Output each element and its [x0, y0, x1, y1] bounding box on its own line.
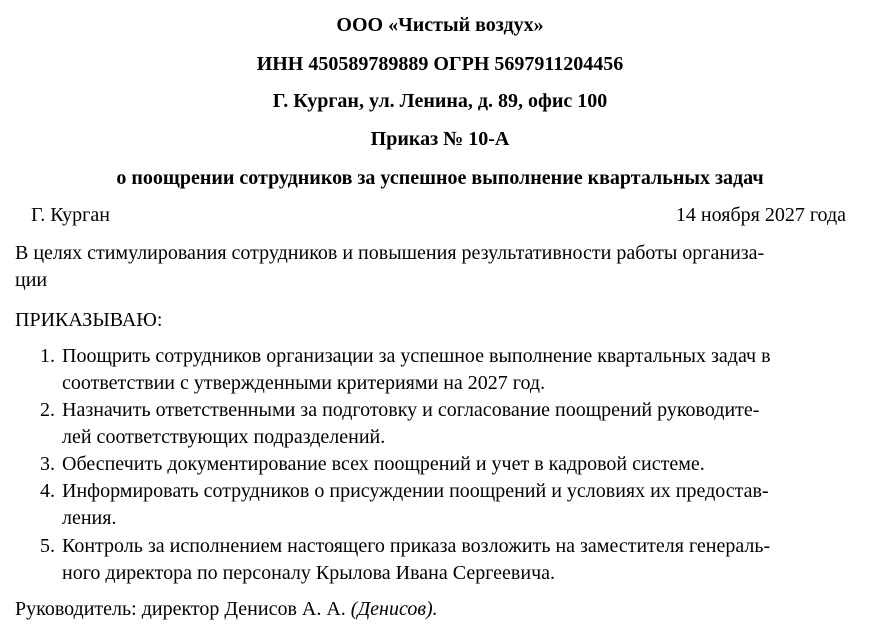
organization-requisites: ИНН 450589789889 ОГРН 5697911204456 [256, 53, 624, 75]
list-item-text: Контроль за исполнением настоящего приказа возложить на заместителя генераль- [62, 535, 771, 557]
preamble-line: В целях стимулирования сотрудников и повышения результативности работы организа- [15, 242, 765, 264]
preamble-line: ции [15, 269, 48, 291]
preamble-paragraph [15, 240, 863, 294]
list-item-number: 4. [40, 480, 55, 502]
order-place: Г. Курган [31, 204, 110, 226]
list-item-text: Назначить ответственными за подготовку и согласование поощрений руководите- [62, 399, 760, 421]
list-item-text: ления. [62, 507, 117, 529]
signature-label: Руководитель: директор Денисов А. А. [15, 598, 346, 620]
signature-name: (Денисов). [350, 598, 438, 620]
order-title: Приказ № 10-А [370, 128, 510, 150]
list-item-number: 3. [40, 453, 55, 475]
organization-address: Г. Курган, ул. Ленина, д. 89, офис 100 [272, 90, 608, 112]
list-item [40, 451, 864, 478]
list-item-number: 2. [40, 399, 55, 421]
list-item-number: 1. [40, 345, 55, 367]
list-item-text: лей соответствующих подразделений. [62, 426, 386, 448]
order-word: ПРИКАЗЫВАЮ: [15, 309, 163, 331]
list-item-text: Поощрить сотрудников организации за успешное выполнение квартальных задач в [62, 345, 771, 367]
list-item [40, 478, 864, 532]
order-date: 14 ноября 2027 года [675, 204, 846, 226]
list-item [40, 343, 864, 397]
signature-line [15, 597, 438, 621]
organization-name: ООО «Чистый воздух» [336, 14, 544, 36]
list-item-number: 5. [40, 535, 55, 557]
list-item-text: соответствии с утвержденными критериями на 2027 год. [62, 372, 546, 394]
list-item [40, 533, 864, 587]
list-item [40, 397, 864, 451]
list-item-text: ного директора по персоналу Крылова Ивана Сергеевича. [62, 562, 555, 584]
list-item-text: Информировать сотрудников о присуждении поощрений и условиях их предостав- [62, 480, 769, 502]
list-item-text: Обеспечить документирование всех поощрений и учет в кадровой системе. [62, 453, 705, 475]
order-subject: о поощрении сотрудников за успешное выполнение квартальных задач [116, 167, 764, 189]
